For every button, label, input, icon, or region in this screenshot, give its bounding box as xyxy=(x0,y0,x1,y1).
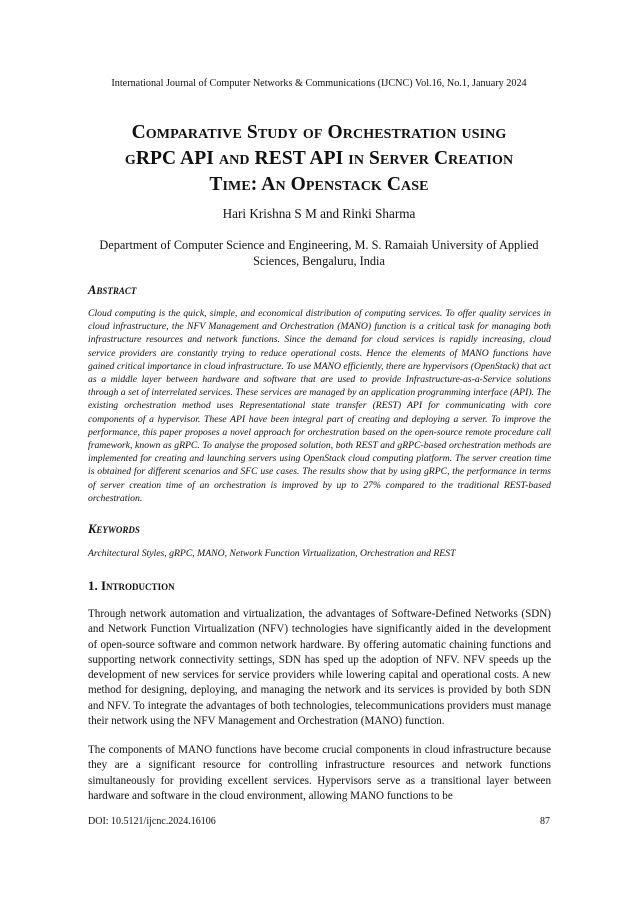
keywords-heading: Keywords xyxy=(88,522,140,536)
page-number: 87 xyxy=(540,816,550,827)
introduction-paragraph-2: The components of MANO functions have become crucial components in cloud infrastructure because they are a significant resource for controlling infrastructure resources and network functions simultaneously for providing excellent services. Hypervisors serve as a transitional layer between hardware and software in the cloud environment, allowing MANO functions to be xyxy=(88,744,551,802)
affiliation: Department of Computer Science and Engineering, M. S. Ramaiah University of Applied Sciences, Bengaluru, India xyxy=(99,238,539,268)
paper-title xyxy=(70,120,568,198)
introduction-paragraph-1: Through network automation and virtualization, the advantages of Software-Defined Networks (SDN) and Network Function Virtualization (NFV) technologies have significantly aided in the development of open-source software and common network hardware. By offering automatic chaining functions and supporting network connectivity settings, SDN has sped up the adoption of NFV. NFV speeds up the development of new services for service providers while lowering capital and operational costs. A new method for designing, deploying, and managing the network and its services is provided by both SDN and NFV. To integrate the advantages of both technologies, telecommunications providers must manage their network using the NFV Management and Orchestration (MANO) function. xyxy=(88,608,551,728)
abstract-heading: Abstract xyxy=(88,283,137,297)
title-line-2: gRPC API and REST API in Server Creation xyxy=(124,148,514,169)
title-line-3: Time: An Openstack Case xyxy=(209,174,429,195)
title-line-1: Comparative Study of Orchestration using xyxy=(131,122,507,143)
abstract-text: Cloud computing is the quick, simple, and economical distribution of computing services. To offer quality services in cloud infrastructure, the NFV Management and Orchestration (MANO) function is a critical task for managing both infrastructure resources and network functions. Since the demand for cloud services is rapidly increasing, cloud service providers are constantly trying to reduce operational costs. Hence the elements of MANO functions have gained critical importance in cloud infrastructure. To use MANO efficiently, there are hypervisors (OpenStack) that act as a middle layer between hardware and software that are used to provide Infrastructure-as-a-Service solutions through a set of interrelated services. These services are managed by an application programming interface (API). The existing orchestration method uses Representational state transfer (REST) API for communicating with core components of a hypervisor. These API have been integral part of creating and deploying a server. To improve the performance, this paper proposes a novel approach for orchestration based on the open-source remote procedure call framework, known as gRPC. To analyse the proposed solution, both REST and gRPC-based orchestration methods are implemented for creating and launching servers using OpenStack cloud computing platform. The server creation time is obtained for different scenarios and SFC use cases. The results show that by using gRPC, the performance in terms of server creation time of an orchestration is improved by up to 27% compared to the traditional REST-based orchestration. xyxy=(88,308,551,504)
authors: Hari Krishna S M and Rinki Sharma xyxy=(222,206,416,221)
journal-header: International Journal of Computer Networks & Communications (IJCNC) Vol.16, No.1, January 2024 xyxy=(111,78,527,89)
introduction-heading: 1. Introduction xyxy=(88,578,175,593)
doi-footer: DOI: 10.5121/ijcnc.2024.16106 xyxy=(88,816,216,827)
keywords-text: Architectural Styles, gRPC, MANO, Network Function Virtualization, Orchestration and REST xyxy=(88,548,456,559)
